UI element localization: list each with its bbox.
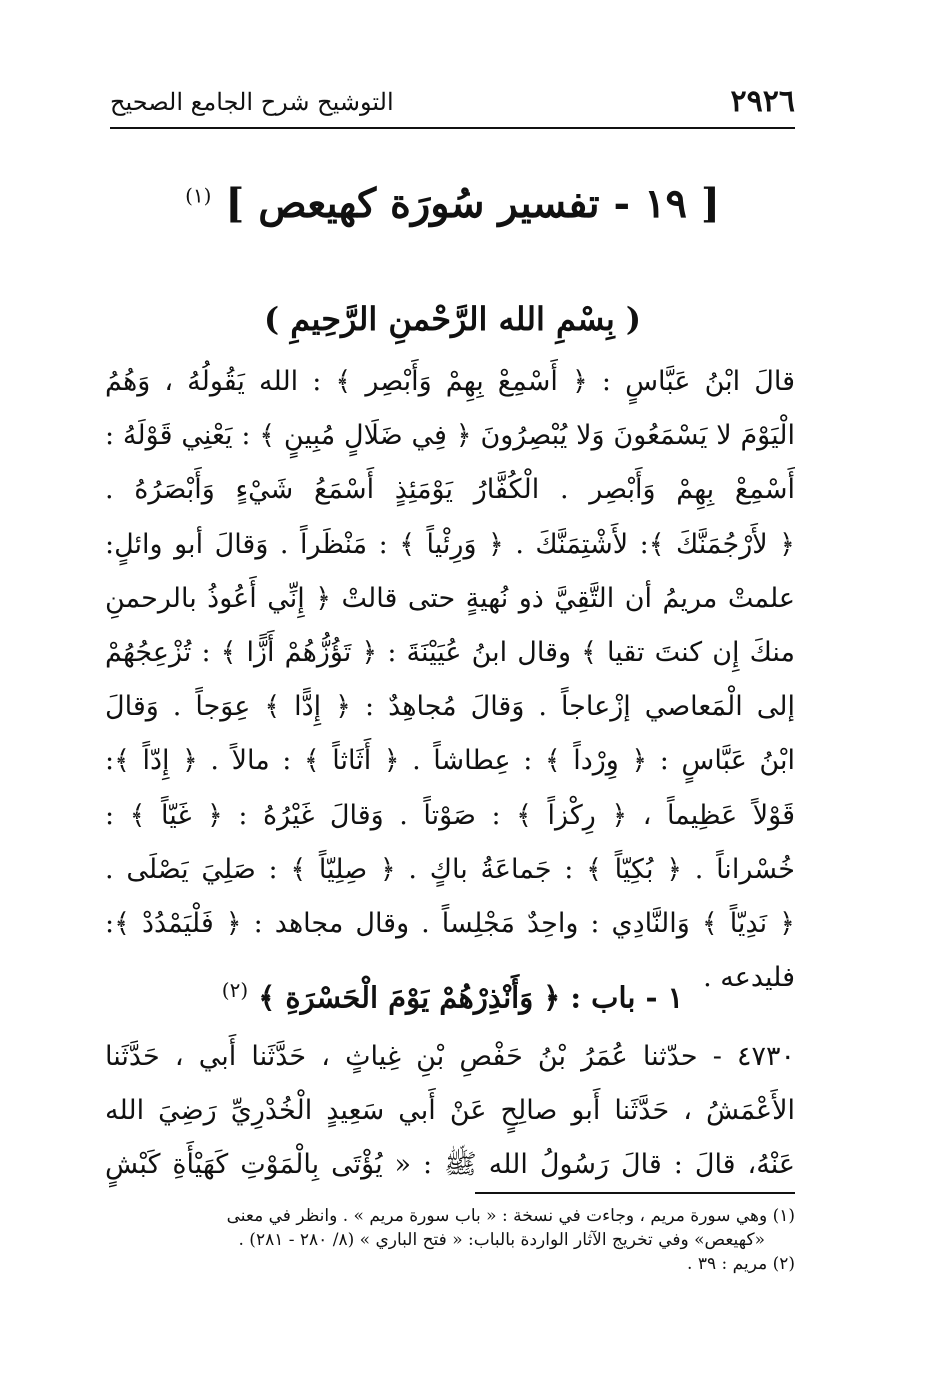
body-line: قَوْلاً عَظِيماً ، ﴿ رِكْزاً ﴾ : صَوْتاً . وَقالَ غَيْرُهُ : ﴿ غَيّاً ﴾ :	[105, 799, 795, 831]
chapter-title-text: [ ١٩ - تفسير سُورَة كهيعص ]	[225, 180, 720, 227]
body-line: علمتْ مريمُ أن التَّقِيَّ ذو نُهيةٍ حتى قالتْ ﴿ إِنِّي أَعُوذُ بالرحمنِ	[105, 582, 795, 614]
bab-title: ١ - باب : ﴿ وَأَنْذِرْهُمْ يَوْمَ الْحَسْرَةِ ﴾	[258, 980, 684, 1015]
hadith-line: عَنْهُ، قالَ : قالَ رَسُولُ الله ﷺ : « يُؤْتَى بِالْمَوْتِ كَهَيْأَةِ كَبْشٍ	[105, 1149, 795, 1181]
footnote-2: (٢) مريم : ٣٩ .	[687, 1254, 795, 1274]
bab-heading	[110, 978, 795, 1015]
footnote-ref-2: (٢)	[221, 978, 249, 1002]
footnote-1-continued: «كهيعص» وفي تخريج الآثار الواردة بالباب: « فتح الباري » (٨/ ٢٨٠ - ٢٨١) .	[238, 1230, 765, 1250]
chapter-title	[110, 180, 795, 227]
body-line: أَسْمِعْ بِهِمْ وَأَبْصِر . الْكُفَّارُ يَوْمَئِذٍ أَسْمَعُ شَيْءٍ وَأَبْصَرُهُ .	[105, 474, 795, 506]
running-title: التوشيح شرح الجامع الصحيح	[110, 88, 394, 116]
body-line: الْيَوْمَ لا يَسْمَعُونَ وَلا يُبْصِرُونَ ﴿ فِي ضَلَالٍ مُبِينٍ ﴾ : يَعْنِي قَوْلَهُ :	[105, 420, 795, 452]
hadith-text	[105, 1030, 795, 1193]
body-text	[105, 355, 795, 1005]
body-line: ﴿ لأَرْجُمَنَّكَ ﴾: لأَشْتِمَنَّكَ . ﴿ وَرِئْياً ﴾ : مَنْظَراً . وَقالَ أبو وائلٍ:	[105, 528, 795, 560]
header-divider	[110, 127, 795, 129]
footnote-1: (١) وهي سورة مريم ، وجاءت في نسخة : « باب سورة مريم » . وانظر في معنى	[226, 1206, 795, 1226]
body-line: ابْنُ عَبَّاسٍ : ﴿ وِرْداً ﴾ : عِطاشاً . ﴿ أَثَاثاً ﴾ : مالاً . ﴿ إِدّاً ﴾:	[105, 745, 795, 777]
footnote-ref-1: (١)	[185, 183, 212, 208]
body-line: قالَ ابْنُ عَبَّاسٍ : ﴿ أَسْمِعْ بِهِمْ وَأَبْصِر ﴾ : الله يَقُولُهُ ، وَهُمُ	[105, 366, 795, 397]
body-line: خُسْراناً . ﴿ بُكِيّاً ﴾ : جَماعَةُ باكٍ . ﴿ صِلِيّاً ﴾ : صَلِيَ يَصْلَى .	[105, 853, 795, 885]
footnotes	[105, 1204, 795, 1276]
body-line: فليدعه .	[703, 962, 795, 994]
body-line: إلى الْمَعاصي إزْعاجاً . وَقالَ مُجاهِدٌ : ﴿ إِدًّا ﴾ عِوَجاً . وَقالَ	[105, 691, 795, 723]
footnote-divider	[475, 1192, 795, 1194]
basmala: ( بِسْمِ الله الرَّحْمنِ الرَّحِيمِ )	[263, 300, 642, 338]
body-line: ﴿ نَدِيّاً ﴾ وَالنَّادِي : واحِدٌ مَجْلِساً . وقال مجاهد : ﴿ فَلْيَمْدُدْ ﴾:	[105, 907, 795, 939]
page-header	[110, 84, 795, 124]
body-line: منكَ إِن كنتَ تقيا ﴾ وقال ابنُ عُيَيْنَةَ : ﴿ تَؤُزُّهُمْ أَزًّا ﴾ : تُزْعِجُهُمْ	[105, 636, 795, 668]
page-number: ٢٩٢٦	[730, 84, 795, 119]
hadith-line: ٤٧٣٠ - حدّثنا عُمَرُ بْنُ حَفْصِ بْنِ غِياثٍ ، حَدَّثَنا أَبي ، حَدَّثَنا	[105, 1041, 795, 1072]
hadith-line: الأَعْمَشُ ، حَدَّثَنا أَبو صالِحٍ عَنْ أَبي سَعِيدٍ الْخُدْرِيِّ رَضِيَ الله	[105, 1095, 795, 1127]
